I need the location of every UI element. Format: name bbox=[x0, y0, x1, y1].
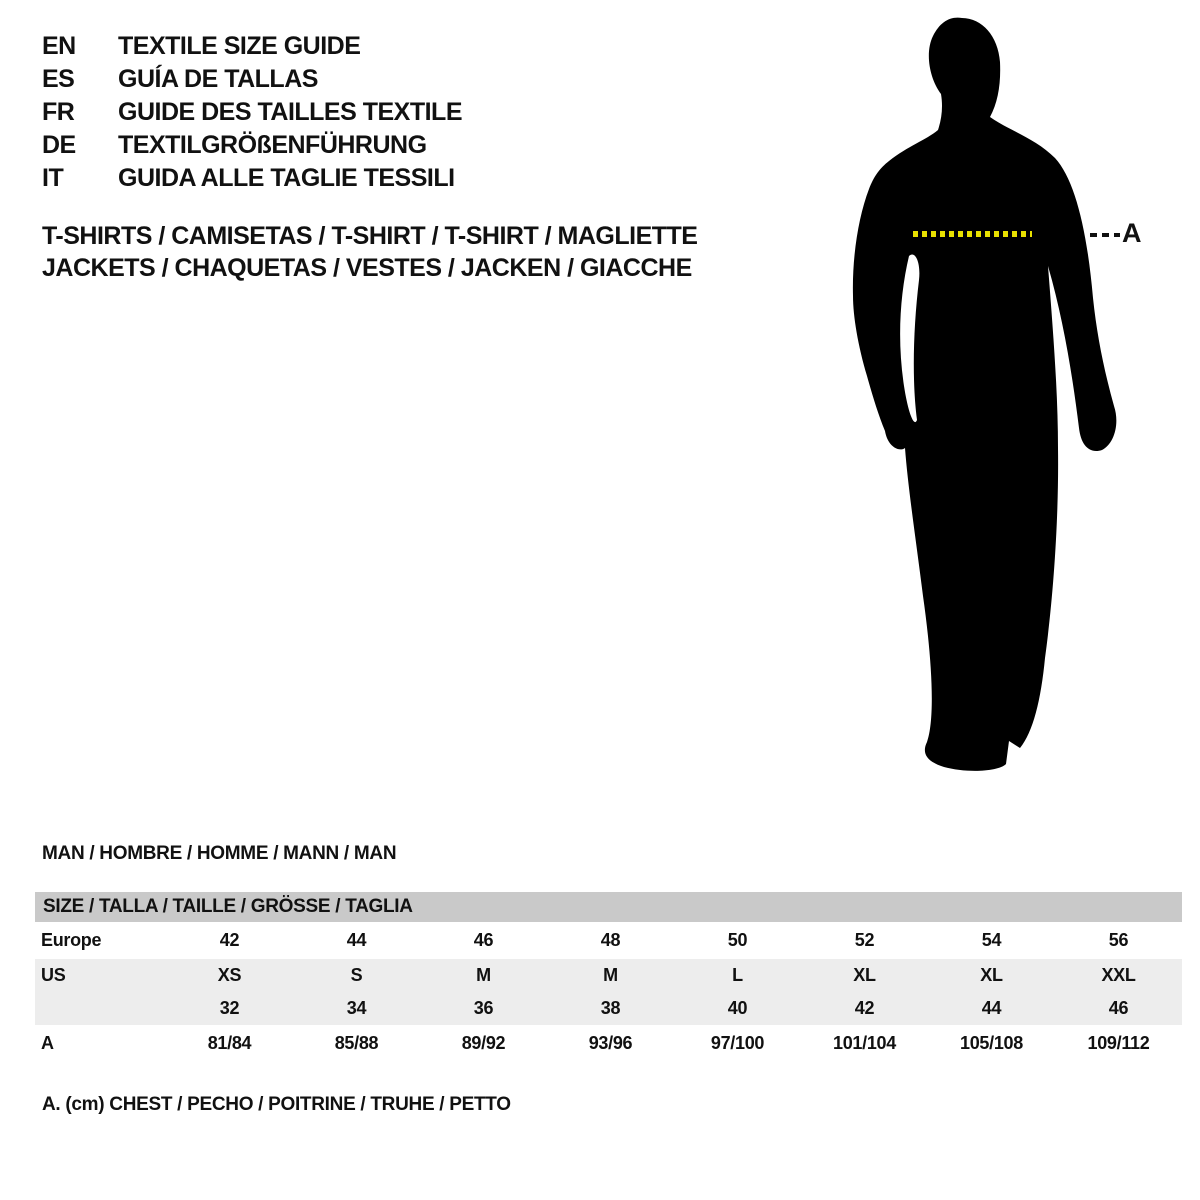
size-cell: 42 bbox=[219, 930, 240, 950]
row-label: Europe bbox=[41, 930, 102, 950]
size-cell: 36 bbox=[420, 991, 547, 1025]
table-row-us bbox=[35, 959, 1182, 991]
garment-categories bbox=[42, 220, 697, 284]
size-cell: 50 bbox=[727, 930, 748, 950]
size-cell: XL bbox=[801, 959, 928, 991]
row-label bbox=[35, 991, 166, 1025]
size-cell: 81/84 bbox=[207, 1033, 252, 1053]
language-code: FR bbox=[42, 98, 75, 126]
language-row-es bbox=[42, 63, 462, 96]
category-tshirts: T-SHIRTS / CAMISETAS / T-SHIRT / T-SHIRT / MAGLIETTE bbox=[42, 222, 698, 250]
size-cell: 48 bbox=[600, 930, 621, 950]
size-cell: 46 bbox=[1055, 991, 1182, 1025]
size-cell: 89/92 bbox=[461, 1033, 506, 1053]
size-cell: 93/96 bbox=[588, 1033, 633, 1053]
table-row-chest-a bbox=[35, 1025, 1182, 1062]
size-cell: M bbox=[420, 959, 547, 991]
table-row-europe bbox=[35, 922, 1182, 959]
size-cell: 34 bbox=[293, 991, 420, 1025]
size-table-header: SIZE / TALLA / TAILLE / GRÖSSE / TAGLIA bbox=[35, 892, 1182, 922]
measurement-footnote: A. (cm) CHEST / PECHO / POITRINE / TRUHE / PETTO bbox=[42, 1094, 511, 1115]
size-cell: S bbox=[293, 959, 420, 991]
row-label: A bbox=[41, 1033, 54, 1053]
size-cell: 97/100 bbox=[710, 1033, 765, 1053]
category-jackets: JACKETS / CHAQUETAS / VESTES / JACKEN / GIACCHE bbox=[42, 254, 692, 282]
language-row-en bbox=[42, 30, 462, 63]
size-table-header-row bbox=[35, 892, 1182, 922]
language-title-list bbox=[42, 30, 462, 195]
language-row-de bbox=[42, 129, 462, 162]
size-cell: 42 bbox=[801, 991, 928, 1025]
size-cell: 85/88 bbox=[334, 1033, 379, 1053]
language-row-it bbox=[42, 162, 462, 195]
man-silhouette bbox=[850, 0, 1150, 790]
language-code: ES bbox=[42, 65, 75, 93]
size-cell: 54 bbox=[981, 930, 1002, 950]
size-cell: 44 bbox=[346, 930, 367, 950]
language-code: EN bbox=[42, 32, 76, 60]
size-cell: 40 bbox=[674, 991, 801, 1025]
chest-measurement-dotted-line bbox=[913, 231, 1032, 237]
size-cell: 109/112 bbox=[1087, 1033, 1150, 1053]
guide-title: TEXTILGRÖßENFÜHRUNG bbox=[118, 131, 427, 159]
guide-title: GUÍA DE TALLAS bbox=[118, 65, 318, 93]
size-cell: 101/104 bbox=[833, 1033, 896, 1053]
measure-a-label: A bbox=[1122, 218, 1142, 248]
size-cell: 46 bbox=[473, 930, 494, 950]
language-row-fr bbox=[42, 96, 462, 129]
size-table bbox=[35, 892, 1182, 1062]
language-code: DE bbox=[42, 131, 76, 159]
size-cell: XXL bbox=[1055, 959, 1182, 991]
table-row-numeric bbox=[35, 991, 1182, 1025]
size-cell: 56 bbox=[1108, 930, 1129, 950]
man-silhouette-figure bbox=[850, 0, 1150, 790]
row-label: US bbox=[35, 959, 166, 991]
measure-a-dash-line bbox=[1090, 233, 1120, 237]
size-cell: 38 bbox=[547, 991, 674, 1025]
guide-title: TEXTILE SIZE GUIDE bbox=[118, 32, 361, 60]
size-cell: XL bbox=[928, 959, 1055, 991]
size-cell: L bbox=[674, 959, 801, 991]
size-cell: XS bbox=[166, 959, 293, 991]
guide-title: GUIDA ALLE TAGLIE TESSILI bbox=[118, 164, 455, 192]
language-code: IT bbox=[42, 164, 64, 192]
guide-title: GUIDE DES TAILLES TEXTILE bbox=[118, 98, 463, 126]
size-cell: 52 bbox=[854, 930, 875, 950]
size-cell: 44 bbox=[928, 991, 1055, 1025]
section-title-man: MAN / HOMBRE / HOMME / MANN / MAN bbox=[42, 843, 397, 864]
size-cell: M bbox=[547, 959, 674, 991]
size-cell: 105/108 bbox=[960, 1033, 1023, 1053]
size-cell: 32 bbox=[166, 991, 293, 1025]
